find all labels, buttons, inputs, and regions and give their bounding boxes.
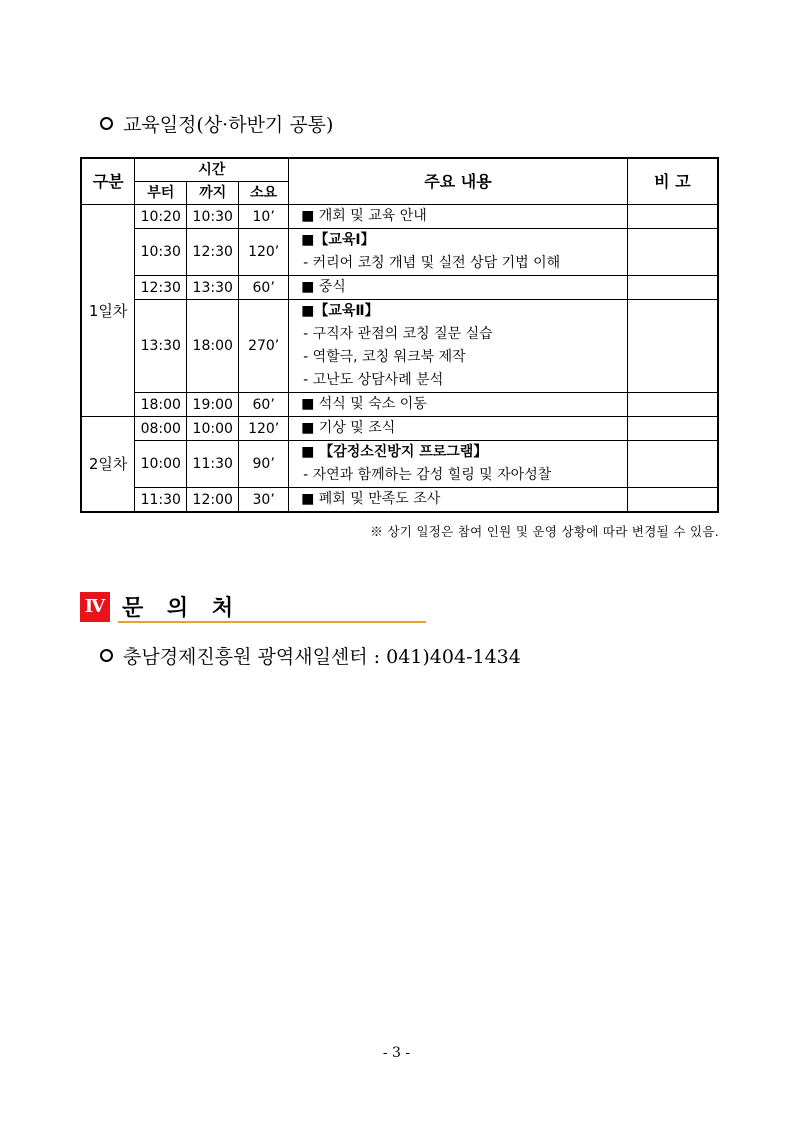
content-line: ■ 폐회 및 만족도 조사 [301, 491, 441, 507]
duration-cell: 60’ [239, 393, 289, 417]
note-cell [627, 205, 718, 229]
time-from-cell: 13:30 [135, 300, 187, 393]
content-cell [289, 229, 628, 276]
time-to-cell: 12:30 [187, 229, 239, 276]
header-note: 비 고 [627, 158, 718, 205]
note-cell [627, 441, 718, 488]
content-line: - 역할극, 코칭 워크북 제작 [303, 349, 466, 365]
duration-cell: 30’ [239, 488, 289, 513]
time-to-cell: 10:00 [187, 417, 239, 441]
section4-header [80, 591, 241, 622]
time-to-cell: 10:30 [187, 205, 239, 229]
content-line: - 커리어 코칭 개념 및 실전 상담 기법 이해 [303, 255, 561, 271]
schedule-heading [100, 110, 333, 137]
content-cell [289, 488, 628, 513]
section4-title: 문 의 처 [122, 596, 242, 621]
header-from: 부터 [135, 182, 187, 205]
content-cell [289, 276, 628, 300]
note-cell [627, 488, 718, 513]
content-line: ■ 【감정소진방지 프로그램】 [301, 444, 488, 460]
header-to: 까지 [187, 182, 239, 205]
content-cell [289, 300, 628, 393]
table-row [81, 300, 718, 393]
time-from-cell: 10:00 [135, 441, 187, 488]
table-row [81, 205, 718, 229]
duration-cell: 120’ [239, 417, 289, 441]
page-number: - 3 - [382, 1045, 411, 1061]
content-line: - 구직자 관점의 코칭 질문 실습 [303, 326, 493, 342]
duration-cell: 120’ [239, 229, 289, 276]
section4-underline [118, 621, 426, 623]
note-cell [627, 300, 718, 393]
table-row [81, 441, 718, 488]
table-row [81, 488, 718, 513]
content-line: - 자연과 함께하는 감성 힐링 및 자아성찰 [303, 467, 552, 483]
content-line: ■ 석식 및 숙소 이동 [301, 396, 427, 412]
day2-label: 2일차 [81, 417, 135, 513]
content-cell [289, 441, 628, 488]
table-row [81, 393, 718, 417]
circle-bullet-icon [100, 117, 113, 130]
header-duration: 소요 [239, 182, 289, 205]
table-header-row [81, 158, 718, 182]
header-content: 주요 내용 [289, 158, 628, 205]
circle-bullet-icon [100, 649, 113, 662]
table-row [81, 229, 718, 276]
note-cell [627, 229, 718, 276]
schedule-table [80, 157, 719, 513]
time-from-cell: 12:30 [135, 276, 187, 300]
schedule-heading-text: 교육일정(상·하반기 공통) [123, 114, 334, 136]
content-line: - 고난도 상담사례 분석 [303, 372, 444, 388]
content-cell [289, 417, 628, 441]
duration-cell: 60’ [239, 276, 289, 300]
content-line: ■【교육Ⅰ】 [301, 232, 375, 248]
content-cell [289, 393, 628, 417]
time-from-cell: 11:30 [135, 488, 187, 513]
duration-cell: 10’ [239, 205, 289, 229]
time-to-cell: 12:00 [187, 488, 239, 513]
contact-line [100, 642, 521, 669]
time-from-cell: 18:00 [135, 393, 187, 417]
content-line: ■ 기상 및 조식 [301, 420, 396, 436]
content-line: ■ 개회 및 교육 안내 [301, 208, 427, 224]
time-from-cell: 10:30 [135, 229, 187, 276]
duration-cell: 90’ [239, 441, 289, 488]
table-row [81, 276, 718, 300]
table-row [81, 417, 718, 441]
time-from-cell: 08:00 [135, 417, 187, 441]
content-line: ■ 중식 [301, 279, 346, 295]
section-numeral: Ⅳ [80, 592, 110, 622]
duration-cell: 270’ [239, 300, 289, 393]
time-to-cell: 11:30 [187, 441, 239, 488]
header-time: 시간 [135, 158, 289, 182]
contact-text: 충남경제진흥원 광역새일센터 : 041)404-1434 [123, 646, 521, 668]
note-cell [627, 393, 718, 417]
time-to-cell: 19:00 [187, 393, 239, 417]
note-cell [627, 417, 718, 441]
time-from-cell: 10:20 [135, 205, 187, 229]
time-to-cell: 13:30 [187, 276, 239, 300]
table-note: ※ 상기 일정은 참여 인원 및 운영 상황에 따라 변경될 수 있음. [370, 524, 719, 539]
day1-label: 1일차 [81, 205, 135, 417]
time-to-cell: 18:00 [187, 300, 239, 393]
header-division: 구분 [81, 158, 135, 205]
content-cell [289, 205, 628, 229]
content-line: ■【교육Ⅱ】 [301, 303, 379, 319]
note-cell [627, 276, 718, 300]
